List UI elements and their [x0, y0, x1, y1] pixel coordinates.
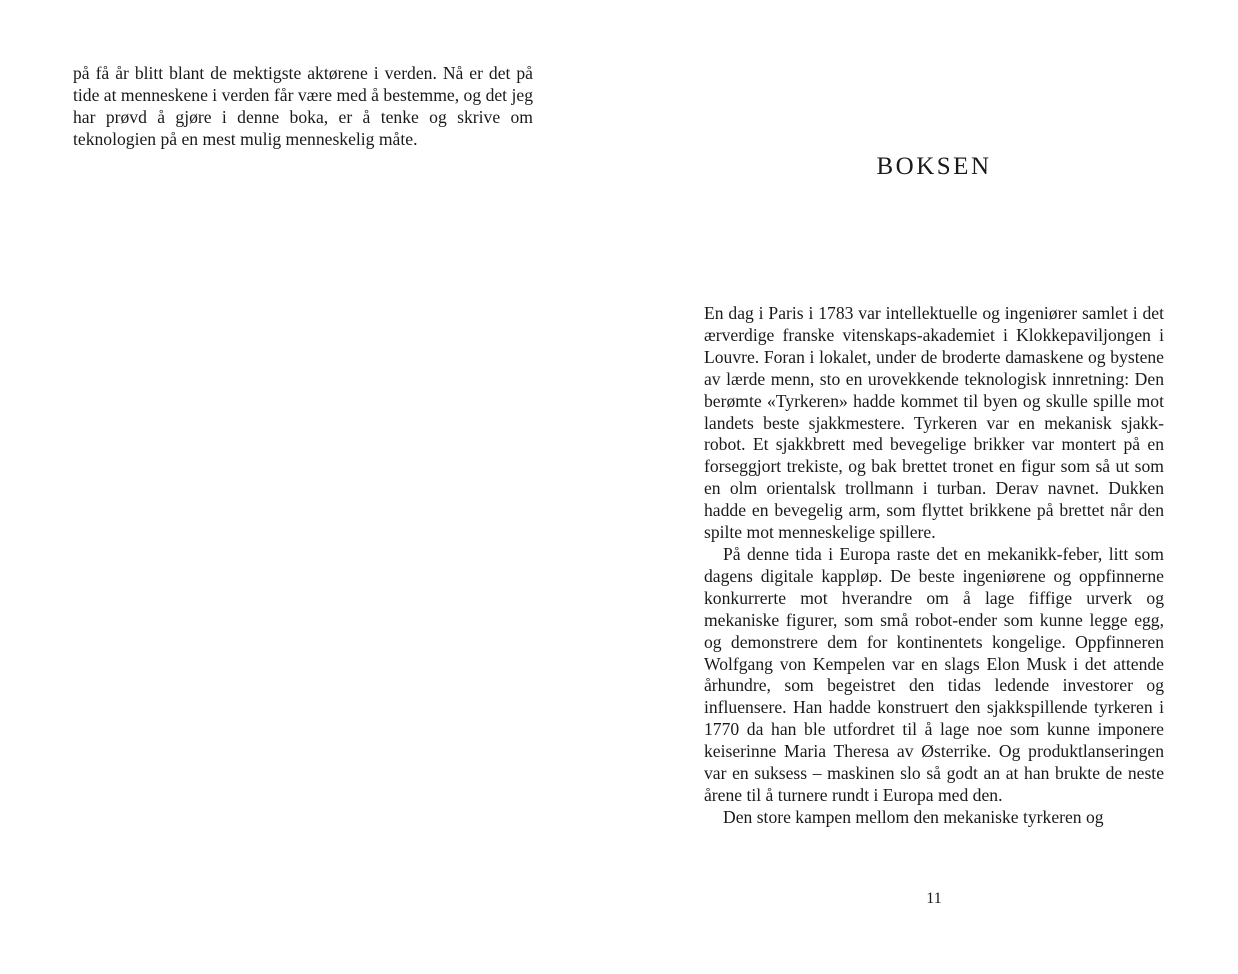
body-paragraph: En dag i Paris i 1783 var intellektuelle og ingeniører samlet i det ærverdige franske vitenskaps-akademiet i Klokkepaviljongen i Louvre. Foran i lokalet, under de broderte damaskene og bystene av lærde menn, sto en urovekkende teknologisk innretning: Den berømte «Tyrkeren» hadde kommet til byen og skulle spille mot landets beste sjakkmestere. Tyrkeren var en mekanisk sjakk-robot. Et sjakkbrett med bevegelige brikker var montert på en forseggjort trekiste, og bak brettet tronet en figur som så ut som en olm orientalsk trollmann i turban. Derav navnet. Dukken hadde en bevegelig arm, som flyttet brikkene på brettet når den spilte mot menneskelige spillere. [704, 303, 1164, 543]
body-paragraph: på få år blitt blant de mektigste aktørene i verden. Nå er det på tide at menneskene i verden får være med å bestemme, og det jeg har prøvd å gjøre i denne boka, er å tenke og skrive om teknologien på en mest mulig menneskelig måte. [73, 63, 533, 149]
right-page [619, 0, 1238, 974]
left-page-body [73, 63, 533, 151]
page-number: 11 [926, 890, 942, 907]
right-page-body [704, 303, 1164, 829]
body-paragraph: På denne tida i Europa raste det en mekanikk-feber, litt som dagens digitale kappløp. De beste ingeniørene og oppfinnerne konkurrerte mot hverandre om å lage fiffige urverk og mekaniske figurer, som små robot-ender som kunne legge egg, og demonstrere dem for kontinentets kongelige. Oppfinneren Wolfgang von Kempelen var en slags Elon Musk i det attende århundre, som begeistret den tidas ledende investorer og influensere. Han hadde konstruert den sjakkspillende tyrkeren i 1770 da han ble utfordret til å lage noe som kunne imponere keiserinne Maria Theresa av Østerrike. Og produktlanseringen var en suksess – maskinen slo så godt an at han brukte de neste årene til å turnere rundt i Europa med den. [704, 543, 1164, 805]
chapter-title: BOKSEN [876, 153, 992, 180]
body-paragraph: Den store kampen mellom den mekaniske tyrkeren og [723, 806, 1104, 827]
